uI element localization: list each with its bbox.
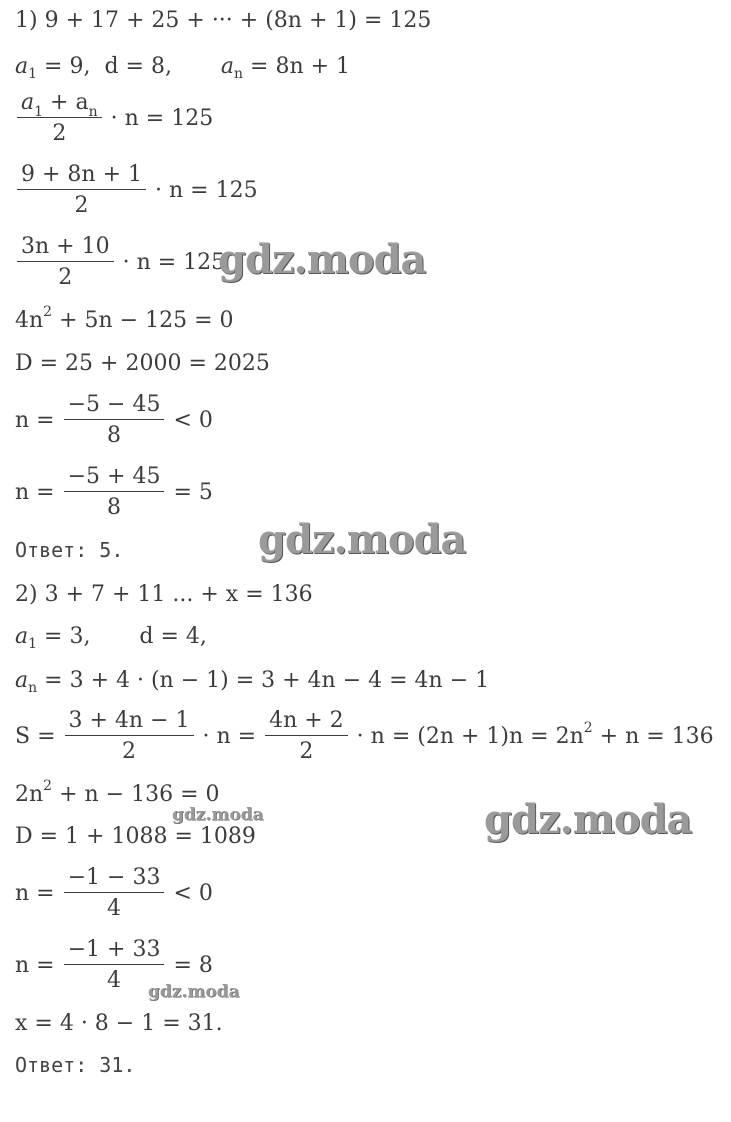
problem1-root2: n = $\frac{-5 + 45}{8}$ = 5	[15, 464, 213, 520]
problem2-task: 2) 3 + 7 + 11 ... + x = 136	[15, 582, 313, 607]
problem2-quadratic: 2n 2 + n − 136 = 0	[15, 778, 220, 807]
problem1-root1: n = $\frac{-5 - 45}{8}$ < 0	[15, 392, 213, 448]
problem1-discriminant: D = 25 + 2000 = 2025	[15, 351, 270, 376]
problem1-task: 1) 9 + 17 + 25 + ··· + (8n + 1) = 125	[15, 8, 432, 33]
problem1-simplified: $\frac{3n + 10}{2}$ · n = 125	[15, 236, 225, 289]
problem1-answer: Ответ: 5.	[15, 538, 124, 562]
problem1-given: a 1 = 9, d = 8, a n = 8n + 1	[15, 54, 351, 82]
problem1-sum-formula: $\frac{a_1 + a_n}{2}$ · n = 125	[15, 92, 213, 145]
problem2-root2: n = $\frac{-1 + 33}{4}$ = 8	[15, 937, 213, 993]
watermark: gdz.moda	[148, 982, 240, 1002]
problem1-substitution: $\frac{9 + 8n + 1}{2}$ · n = 125	[15, 164, 258, 217]
fraction: $\frac{-1 + 33}{4}$	[64, 939, 165, 992]
problem2-discriminant: D = 1 + 1088 = 1089	[15, 824, 256, 849]
problem2-nth-term: a n = 3 + 4 · (n − 1) = 3 + 4n − 4 = 4n − 1	[15, 668, 490, 696]
problem2-given: a 1 = 3, d = 4,	[15, 624, 207, 652]
problem2-answer: Ответ: 31.	[15, 1053, 136, 1077]
fraction: $\frac{-5 + 45}{8}$	[64, 466, 165, 519]
watermark: gdz.moda	[218, 236, 426, 283]
watermark: gdz.moda	[258, 516, 466, 563]
fraction: $\frac{9 + 8n + 1}{2}$	[17, 164, 146, 217]
fraction: $\frac{-5 - 45}{8}$	[64, 394, 165, 447]
watermark: gdz.moda	[484, 796, 692, 843]
watermark: gdz.moda	[172, 805, 264, 825]
fraction: $\frac{3n + 10}{2}$	[17, 236, 114, 289]
fraction: $\frac{-1 - 33}{4}$	[64, 867, 165, 920]
problem1-quadratic: 4n 2 + 5n − 125 = 0	[15, 304, 234, 333]
problem2-sum: S = $\frac{3 + 4n - 1}{2}$ · n = $\frac{4n + 2}{2}$ · n = (2n + 1)n = 2n 2 + n = 136	[15, 708, 714, 764]
problem2-x-value: x = 4 · 8 − 1 = 31.	[15, 1011, 223, 1036]
problem2-root1: n = $\frac{-1 - 33}{4}$ < 0	[15, 865, 213, 921]
fraction: $\frac{a_1 + a_n}{2}$	[17, 92, 102, 145]
fraction: $\frac{4n + 2}{2}$	[265, 710, 348, 763]
fraction: $\frac{3 + 4n - 1}{2}$	[65, 710, 194, 763]
